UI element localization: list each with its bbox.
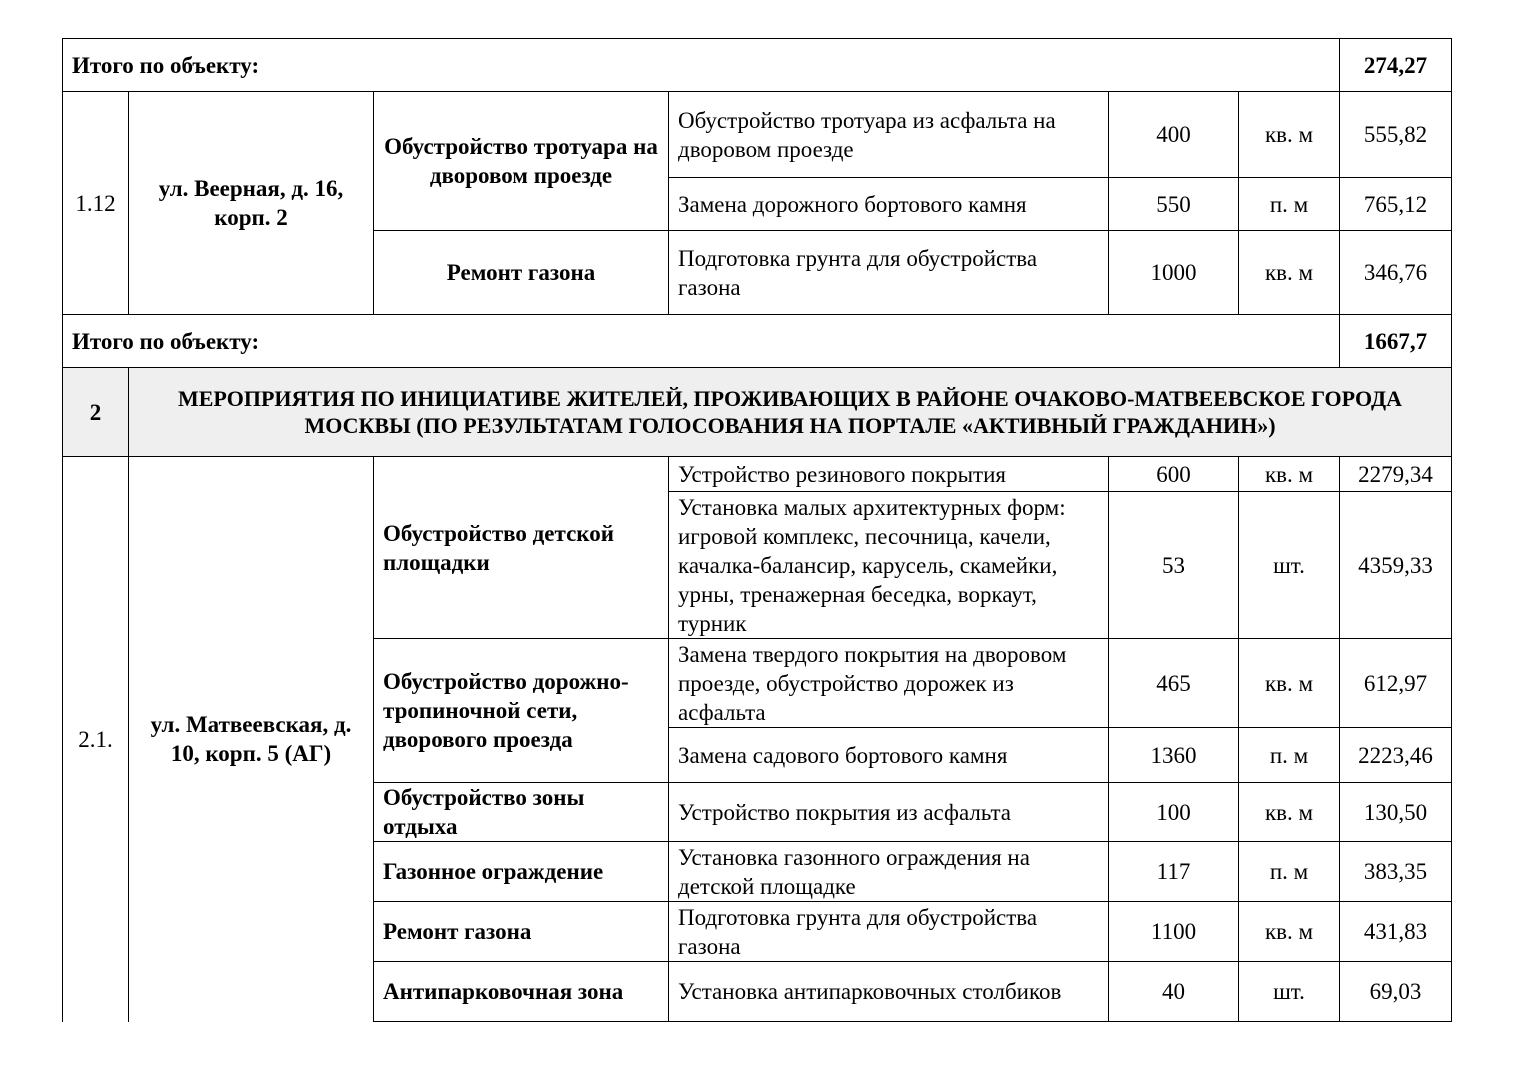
work-unit: шт. xyxy=(1239,962,1340,1022)
object-address: ул. Веерная, д. 16, корп. 2 xyxy=(129,92,374,315)
object-total-sum: 1667,7 xyxy=(1340,315,1452,368)
object-number: 2.1. xyxy=(63,457,129,1022)
work-unit: кв. м xyxy=(1239,902,1340,962)
work-unit: кв. м xyxy=(1239,639,1340,728)
work-group: Ремонт газона xyxy=(374,902,669,962)
object-number: 1.12 xyxy=(63,92,129,315)
work-sum: 2223,46 xyxy=(1340,728,1452,783)
work-description: Замена дорожного бортового камня xyxy=(669,178,1109,231)
work-quantity: 465 xyxy=(1109,639,1239,728)
work-group: Антипарковочная зона xyxy=(374,962,669,1022)
work-description: Устройство покрытия из асфальта xyxy=(669,783,1109,842)
works-table xyxy=(62,38,1452,1022)
work-sum: 612,97 xyxy=(1340,639,1452,728)
work-sum: 2279,34 xyxy=(1340,457,1452,492)
work-unit: кв. м xyxy=(1239,92,1340,178)
section-number: 2 xyxy=(63,368,129,457)
work-description: Установка антипарковочных столбиков xyxy=(669,962,1109,1022)
table-row xyxy=(63,457,1452,492)
table-row xyxy=(63,92,1452,178)
work-description: Замена твердого покрытия на дворовом проезде, обустройство дорожек из асфальта xyxy=(669,639,1109,728)
work-unit: кв. м xyxy=(1239,231,1340,315)
work-unit: п. м xyxy=(1239,842,1340,902)
work-unit: п. м xyxy=(1239,178,1340,231)
work-quantity: 550 xyxy=(1109,178,1239,231)
work-unit: шт. xyxy=(1239,492,1340,639)
work-quantity: 600 xyxy=(1109,457,1239,492)
work-group: Ремонт газона xyxy=(374,231,669,315)
work-sum: 69,03 xyxy=(1340,962,1452,1022)
work-quantity: 400 xyxy=(1109,92,1239,178)
work-sum: 431,83 xyxy=(1340,902,1452,962)
work-sum: 130,50 xyxy=(1340,783,1452,842)
work-group: Обустройство зоны отдыха xyxy=(374,783,669,842)
work-group: Обустройство дорожно-тропиночной сети, дворового проезда xyxy=(374,639,669,783)
work-description: Установка малых архитектурных форм: игровой комплекс, песочница, качели, качалка-балансир, карусель, скамейки, урны, тренажерная беседка, воркаут, турник xyxy=(669,492,1109,639)
section-title: МЕРОПРИЯТИЯ ПО ИНИЦИАТИВЕ ЖИТЕЛЕЙ, ПРОЖИВАЮЩИХ В РАЙОНЕ ОЧАКОВО-МАТВЕЕВСКОЕ ГОРОДА МОСКВЫ (ПО РЕЗУЛЬТАТАМ ГОЛОСОВАНИЯ НА ПОРТАЛЕ «АКТИВНЫЙ ГРАЖДАНИН») xyxy=(129,368,1452,457)
work-quantity: 100 xyxy=(1109,783,1239,842)
section-header-row xyxy=(63,368,1452,457)
work-sum: 555,82 xyxy=(1340,92,1452,178)
work-unit: п. м xyxy=(1239,728,1340,783)
work-description: Устройство резинового покрытия xyxy=(669,457,1109,492)
work-sum: 4359,33 xyxy=(1340,492,1452,639)
work-quantity: 1100 xyxy=(1109,902,1239,962)
work-group: Обустройство детской площадки xyxy=(374,457,669,639)
work-description: Замена садового бортового камня xyxy=(669,728,1109,783)
work-quantity: 1000 xyxy=(1109,231,1239,315)
work-sum: 383,35 xyxy=(1340,842,1452,902)
work-group: Газонное ограждение xyxy=(374,842,669,902)
work-sum: 765,12 xyxy=(1340,178,1452,231)
work-description: Установка газонного ограждения на детской площадке xyxy=(669,842,1109,902)
object-total-row xyxy=(63,39,1452,92)
work-sum: 346,76 xyxy=(1340,231,1452,315)
work-group: Обустройство тротуара на дворовом проезде xyxy=(374,92,669,231)
work-quantity: 40 xyxy=(1109,962,1239,1022)
work-unit: кв. м xyxy=(1239,457,1340,492)
work-description: Обустройство тротуара из асфальта на дворовом проезде xyxy=(669,92,1109,178)
work-quantity: 1360 xyxy=(1109,728,1239,783)
work-description: Подготовка грунта для обустройства газона xyxy=(669,902,1109,962)
object-address: ул. Матвеевская, д. 10, корп. 5 (АГ) xyxy=(129,457,374,1022)
object-total-label: Итого по объекту: xyxy=(63,39,1340,92)
work-description: Подготовка грунта для обустройства газона xyxy=(669,231,1109,315)
work-quantity: 53 xyxy=(1109,492,1239,639)
work-quantity: 117 xyxy=(1109,842,1239,902)
object-total-label: Итого по объекту: xyxy=(63,315,1340,368)
object-total-row xyxy=(63,315,1452,368)
work-unit: кв. м xyxy=(1239,783,1340,842)
object-total-sum: 274,27 xyxy=(1340,39,1452,92)
